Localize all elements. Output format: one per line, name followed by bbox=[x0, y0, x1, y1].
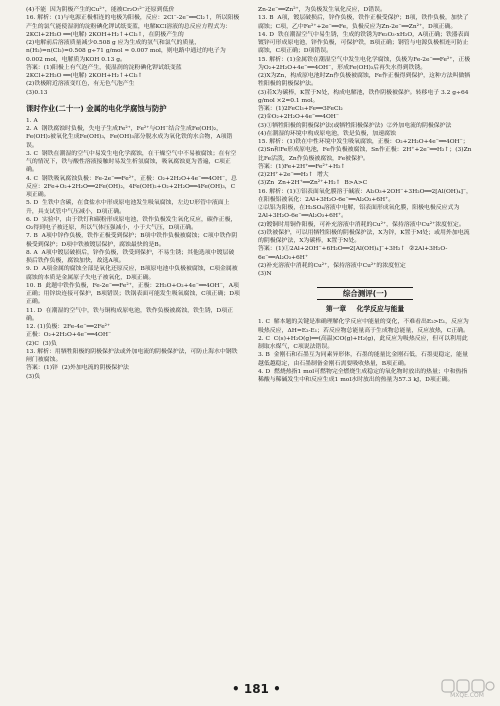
page-number-value: 181 bbox=[243, 682, 269, 696]
answer-paragraph: 11. D 在潮湿的空气中，铁与铜构成原电池，铁作负极被腐蚀，铁生锈，D项正确。 bbox=[26, 307, 234, 322]
answer-paragraph: 1. A bbox=[26, 117, 38, 124]
answer-paragraph: (2)镀铜时用铜作阳极，可补充溶液中消耗的Cu²⁺，保持溶液中Cu²⁺浓度恒定。 bbox=[258, 221, 465, 228]
answer-paragraph: (3)①牺牲阳极的阴极保护法(或牺牲阳极保护法) ②外加电流的阴极保护法 bbox=[258, 122, 452, 129]
answer-paragraph: 16. 解析：(1)①铝表面氧化膜溶于碱液：Al₂O₃+2OH⁻+3H₂O══2[Al(OH)₄]⁻，在阳极铝被氧化：2Al+3H₂O-6e⁻══Al₂O₃+6H⁺。 bbox=[258, 188, 472, 203]
answer-paragraph: (2)①O₂+2H₂O+4e⁻══4OH⁻ bbox=[258, 114, 340, 121]
chapter-label: 第一章 bbox=[325, 305, 347, 314]
review-title: 综合测评(一) bbox=[317, 287, 413, 300]
answer-paragraph: 14. D 铁在潮湿空气中易生锈，生成的铁锈为Fe₂O₃·xH₂O，A项正确；铁器表面镀锌可形成原电池，锌作负极，可保护铁，B项正确；钢管与电源负极相连可防止腐蚀，C项正确；D项错误。 bbox=[258, 31, 470, 55]
answer-paragraph: (3)若X为碳棒，K置于N处，构成电解池，铁作阴极被保护。转移电子 3.2 g÷64 g/mol ×2=0.1 mol。 bbox=[258, 89, 471, 104]
answer-paragraph: 答案：(1)Fe+2H⁺══Fe²⁺+H₂↑ bbox=[258, 163, 346, 170]
left-column bbox=[26, 6, 240, 381]
answer-paragraph: 10. B 此题中铁作负极，Fe-2e⁻══Fe²⁺，正极：2H₂O+O₂+4e⁻══4OH⁻，A项正确；用锌块连接可保护，B项错误；铁锅表面可能发生吸氧腐蚀，C项正确；D项正确。 bbox=[26, 282, 240, 306]
answer-paragraph: (3)N bbox=[258, 271, 272, 277]
page-number: • 181 • bbox=[232, 682, 281, 696]
left-answers-before bbox=[26, 6, 240, 97]
right-answers-bottom bbox=[258, 318, 472, 384]
answer-paragraph: (3)Zn Zn+2H⁺══Zn²⁺+H₂↑ B>A>C bbox=[258, 180, 368, 187]
answer-paragraph: 答案：(1)锌 (2)外加电流的阴极保护法 bbox=[26, 365, 129, 372]
watermark-text: MXQE.COM bbox=[450, 692, 484, 699]
answer-paragraph: 13. B A项，镀层破损后，锌作负极，铁作正极受保护；B项，铁作负极，加快了腐蚀；C项，乙中Fe²⁺+2e⁻══Fe，负极反应为Zn-2e⁻══Zn²⁺，D项正确。 bbox=[258, 15, 469, 30]
answer-paragraph: 5. D 生铁中含碳，在食盐水中形成原电池发生吸氧腐蚀，左边U形管中液面上升，具支试管中气压减小，D项正确。 bbox=[26, 200, 230, 215]
answer-paragraph: 3. B 金刚石和石墨互为同素异形体，石墨的能量比金刚石低，石墨更稳定，能量越低越稳定，由石墨制备金刚石需要吸收热量，B项正确。 bbox=[258, 352, 468, 367]
answer-paragraph: (3)铁被保护，可以用牺牲阳极的阴极保护法，X为锌，K置于M处；或用外加电流的阴极保护法，X为碳棒，K置于N处。 bbox=[258, 229, 470, 244]
answer-paragraph: 2. A 钢铁腐蚀时负极，失电子生成Fe²⁺，Fe²⁺与OH⁻结合生成Fe(OH)₂，Fe(OH)₂被氧化生成Fe(OH)₃，Fe(OH)₃部分脱水成为氧化铁的水合物，A项错误。 bbox=[26, 126, 233, 149]
answer-paragraph: 15. 解析：(1)金属铁在潮湿空气中发生电化学腐蚀，负极为Fe-2e⁻══Fe²⁺，正极为O₂+2H₂O+4e⁻══4OH⁻，形成Fe(OH)₃后再失水得到铁锈。 bbox=[258, 56, 471, 71]
left-answers-after bbox=[26, 117, 240, 381]
answer-paragraph: Zn-2e⁻══Zn²⁺，为负极发生氧化反应，D错误。 bbox=[258, 7, 386, 13]
answer-paragraph: 答案：(1)阳极上有气泡产生，使湿润的淀粉碘化钾试纸变蓝 bbox=[26, 64, 182, 71]
answer-paragraph: 13. 解析：用牺牲阳极的阴极保护法或外加电流的阴极保护法，可防止海水中钢铁闸门被腐蚀。 bbox=[26, 348, 238, 363]
answer-paragraph: (2)补充溶液中消耗的Cu²⁺，保持溶液中Cu²⁺的浓度恒定 bbox=[258, 262, 406, 269]
answer-paragraph: 9. D A项金属的腐蚀全部是氧化还原反应，B项原电池中负极被腐蚀，C项金属被腐蚀的本质是金属原子失电子被氧化，D项正确。 bbox=[26, 266, 238, 281]
answer-paragraph: 6. D 实验中，由于铁钉和碳粉形成原电池，铁作负极发生氧化反应，碳作正极，O₂得到电子被还原，所以气体压强减小，小于大气压，D项正确。 bbox=[26, 216, 237, 231]
answer-paragraph: (2)电解前后溶液质量减少0.508 g 应为生成的氢气和氯气的质量，n(H₂)=n(Cl₂)=0.508 g÷71 g/mol ≈ 0.007 mol，则电路中通过的电子为0.002 mol，电解质为KOH 0.13 g。 bbox=[26, 40, 226, 63]
answer-paragraph: 2KCl+2H₂O ══(电解) 2KOH+H₂↑+Cl₂↑，在阴极产生的 bbox=[26, 31, 184, 38]
right-answers-top bbox=[258, 6, 472, 278]
right-column bbox=[258, 6, 472, 384]
answer-paragraph: (4)在潮湿的环境中构成原电池，铁是负极，加速腐蚀 bbox=[258, 130, 396, 137]
answer-paragraph: 答案：(1)2FeCl₃+Fe══3FeCl₂ bbox=[258, 106, 343, 112]
answer-paragraph: 3. C 钢铁在潮湿的空气中易发生电化学腐蚀，在干燥空气中不易被腐蚀；在有空气的情况下，铁与酸性溶液接触时易发生析氢腐蚀，吸氧腐蚀更为普遍，C项正确。 bbox=[26, 150, 237, 174]
answer-paragraph: (3)0.13 bbox=[26, 89, 48, 96]
watermark-stamp-icon bbox=[438, 679, 496, 693]
answer-paragraph: (2)2H⁺+2e⁻══H₂↑ 增大 bbox=[258, 172, 329, 178]
answer-paragraph: (3)负 bbox=[26, 373, 41, 380]
answer-paragraph: 7. B A项中锌作负极，铁作正极受到保护；B项中铁作负极被腐蚀；C项中铁作阴极受到保护；D项中铁被镀层保护，腐蚀最快的是B。 bbox=[26, 233, 238, 248]
answer-paragraph: 2. C C(s)+H₂O(g)══(高温)CO(g)+H₂(g)，此反应为吸热反应，但可以利用此制取水煤气，C项说法错误。 bbox=[258, 335, 468, 350]
answer-paragraph: 1. C 解本题的关键是准确理解化学反应中能量的变化，不难看出E₂>E₁，反应为吸热反应，ΔH=E₂-E₁；若反应物总能量高于生成物总能量，反应放热，C正确。 bbox=[258, 319, 469, 334]
answer-paragraph: 16. 解析：(1)与电源正极相连的电极为阳极，反应：2Cl⁻-2e⁻══Cl₂↑，所以阳极产生的氯气能使湿润的淀粉碘化钾试纸变蓝，电解KCl溶液的总反应方程式为： bbox=[26, 15, 240, 30]
section-heading: 课时作业(二十一) 金属的电化学腐蚀与防护 bbox=[26, 103, 167, 113]
watermark-logo bbox=[438, 678, 496, 704]
answer-paragraph: 15. 解析：(1)铁在中性环境中发生吸氧腐蚀，正极：O₂+2H₂O+4e⁻══4OH⁻；(2)Sn和Fe形成原电池，Fe作负极被腐蚀，Sn作正极：2H⁺+2e⁻══H₂↑；(3)Zn比Fe活泼，Zn作负极被腐蚀，Fe被保护。 bbox=[258, 139, 472, 162]
answer-paragraph: 12. (1)负极：2Fe-4e⁻══2Fe²⁺ bbox=[26, 324, 111, 330]
answer-paragraph: (2)C (3)负 bbox=[26, 340, 57, 347]
chapter-heading bbox=[258, 304, 472, 314]
chapter-title: 化学反应与能量 bbox=[356, 305, 405, 314]
answer-paragraph: (2)X为Zn，构成原电池时Zn作负极被腐蚀，Fe作正极得到保护，这种方法叫做牺牲阳极的阴极保护法。 bbox=[258, 73, 471, 88]
answer-paragraph: ②以铝为阳极，在H₂SO₄溶液中电解，铝表面形成氧化膜，阳极电极反应式为2Al+3H₂O-6e⁻══Al₂O₃+6H⁺。 bbox=[258, 205, 460, 220]
answer-paragraph: 4. C 钢铁吸氧腐蚀负极：Fe-2e⁻══Fe²⁺，正极：O₂+2H₂O+4e⁻══4OH⁻，总反应：2Fe+O₂+2H₂O══2Fe(OH)₂，4Fe(OH)₂+O₂+2H₂O══4Fe(OH)₃，C项正确。 bbox=[26, 175, 237, 198]
answer-paragraph: 8. A A项中镀层破损后，锌作负极，铁受到保护，不易生锈；其他选项中镀层破损后铁作负极，腐蚀加快，故选A项。 bbox=[26, 249, 235, 264]
answer-paragraph: (2)铁极附近溶液变红色，有无色气泡产生 bbox=[26, 81, 135, 88]
answer-paragraph: (4)不能 因为阴极产生的Cu²⁺，能被Cr₂O₇²⁻还原到低价 bbox=[26, 7, 175, 13]
answer-paragraph: 4. D 燃烧热指1 mol可燃物完全燃烧生成稳定的氧化物时放出的热量；中和热指稀酸与稀碱发生中和反应生成1 mol水时放出的热量为57.3 kJ，D项正确。 bbox=[258, 368, 468, 383]
answer-paragraph: 答案：(1)①2Al+2OH⁻+6H₂O══2[Al(OH)₄]⁻+3H₂↑ ②2Al+3H₂O-6e⁻══Al₂O₃+6H⁺ bbox=[258, 246, 448, 261]
answer-paragraph: 正极：O₂+2H₂O+4e⁻══4OH⁻ bbox=[26, 332, 112, 339]
answer-paragraph: 2KCl+2H₂O ══(电解) 2KOH+H₂↑+Cl₂↑ bbox=[26, 73, 143, 79]
